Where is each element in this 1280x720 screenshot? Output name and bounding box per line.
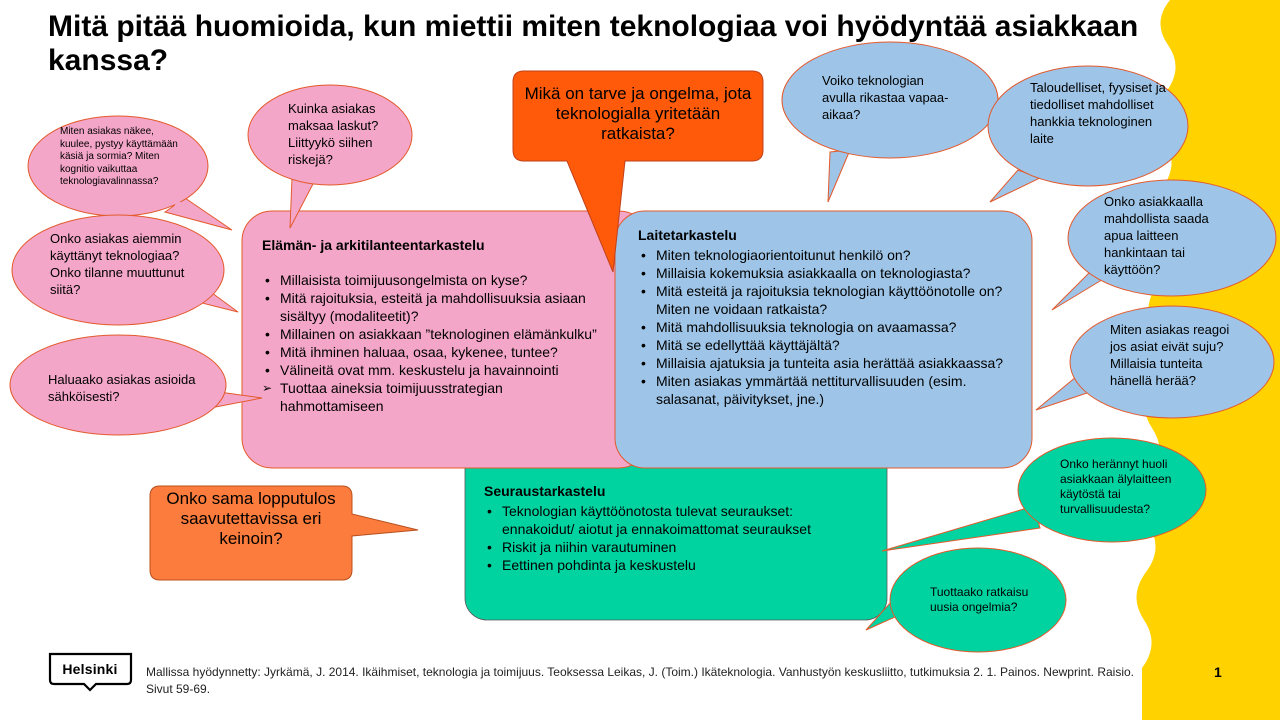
device-box-heading: Laitetarkastelu [638, 227, 737, 243]
list-item: • Miten asiakas ymmärtää nettiturvallisuuden (esim. salasanat, päivitykset, jne.) [638, 372, 1008, 408]
list-item: • Millaisista toimijuusongelmista on kyse? [262, 271, 602, 289]
list-item: • Mitä rajoituksia, esteitä ja mahdollisuuksia asiaan sisältyy (modaliteetit)? [262, 289, 602, 325]
life-box-list [262, 271, 602, 415]
list-item: • Välineitä ovat mm. keskustelu ja havainnointi [262, 361, 602, 379]
bubble-bills: Kuinka asiakas maksaa laskut? Liittyykö siihen riskejä? [288, 101, 379, 167]
center-question: Mikä on tarve ja ongelma, jota teknologialla yritetään ratkaista? [524, 84, 752, 143]
life-box-heading: Elämän- ja arkitilanteentarkastelu [262, 237, 485, 253]
list-item: • Millainen on asiakkaan ”teknologinen elämänkulku” [262, 325, 602, 343]
consequence-box-heading: Seuraustarkastelu [484, 483, 606, 499]
bubble-leisure: Voiko teknologian avulla rikastaa vapaa-aikaa? [822, 73, 949, 122]
list-item: • Mitä ihminen haluaa, osaa, kykenee, tuntee? [262, 343, 602, 361]
bubble-senses: Miten asiakas näkee, kuulee, pystyy käyttämään käsiä ja sormia? Miten kognitio vaikuttaa teknologiavalinnassa? [60, 126, 178, 187]
list-item: • Mitä mahdollisuuksia teknologia on avaamassa? [638, 318, 1008, 336]
page-number: 1 [1214, 664, 1222, 680]
life-box [262, 236, 602, 415]
list-item: • Millaisia ajatuksia ja tunteita asia herättää asiakkaassa? [638, 354, 1008, 372]
citation-text: Mallissa hyödynnetty: Jyrkämä, J. 2014. Ikäihmiset, teknologia ja toimijuus. Teoksessa Leikas, J. (Toim.) Ikäteknologia. Vanhustyön keskusliitto, tutkimuksia 2. 1. Painos. Newprint. Raisio. Sivut 59-69. [146, 665, 1135, 696]
list-item: • Mitä se edellyttää käyttäjältä? [638, 336, 1008, 354]
bubble-reaction: Miten asiakas reagoi jos asiat eivät suju? Millaisia tunteita hänellä herää? [1110, 322, 1230, 388]
consequence-box-list [484, 502, 869, 574]
bubble-same-result: Onko sama lopputulos saavutettavissa eri keinoin? [166, 489, 336, 548]
bubble-concern: Onko herännyt huoli asiakkaan älylaitteen käytöstä tai turvallisuudesta? [1060, 457, 1172, 516]
bubble-resources: Taloudelliset, fyysiset ja tiedolliset mahdolliset hankkia teknologinen laite [1030, 80, 1166, 146]
list-item: • Millaisia kokemuksia asiakkaalla on teknologiasta? [638, 264, 1008, 282]
bubble-new-problems: Tuottaako ratkaisu uusia ongelmia? [930, 585, 1029, 614]
device-box-list [638, 246, 1008, 408]
page-title: Mitä pitää huomioida, kun miettii miten teknologiaa voi hyödyntää asiakkaan kanssa? [48, 10, 1139, 77]
list-item: • Teknologian käyttöönotosta tulevat seuraukset: ennakoidut/ aiotut ja ennakoimattomat seuraukset [484, 502, 869, 538]
bubble-help: Onko asiakkaalla mahdollista saada apua laitteen hankintaan tai käyttöön? [1104, 194, 1209, 277]
bubble-prior-use: Onko asiakas aiemmin käyttänyt teknologiaa? Onko tilanne muuttunut siitä? [50, 231, 185, 297]
device-box [638, 226, 1008, 408]
bubble-electronic: Haluaako asiakas asioida sähköisesti? [48, 372, 196, 404]
consequence-box [484, 482, 869, 574]
list-item: • Mitä esteitä ja rajoituksia teknologian käyttöönotolle on? Miten ne voidaan ratkaista? [638, 282, 1008, 318]
helsinki-logo: Helsinki [62, 661, 118, 677]
list-item: • Riskit ja niihin varautuminen [484, 538, 869, 556]
list-item: • Miten teknologiaorientoitunut henkilö on? [638, 246, 1008, 264]
list-item: • Eettinen pohdinta ja keskustelu [484, 556, 869, 574]
list-item: ➢ Tuottaa aineksia toimijuusstrategian hahmottamiseen [262, 379, 602, 415]
